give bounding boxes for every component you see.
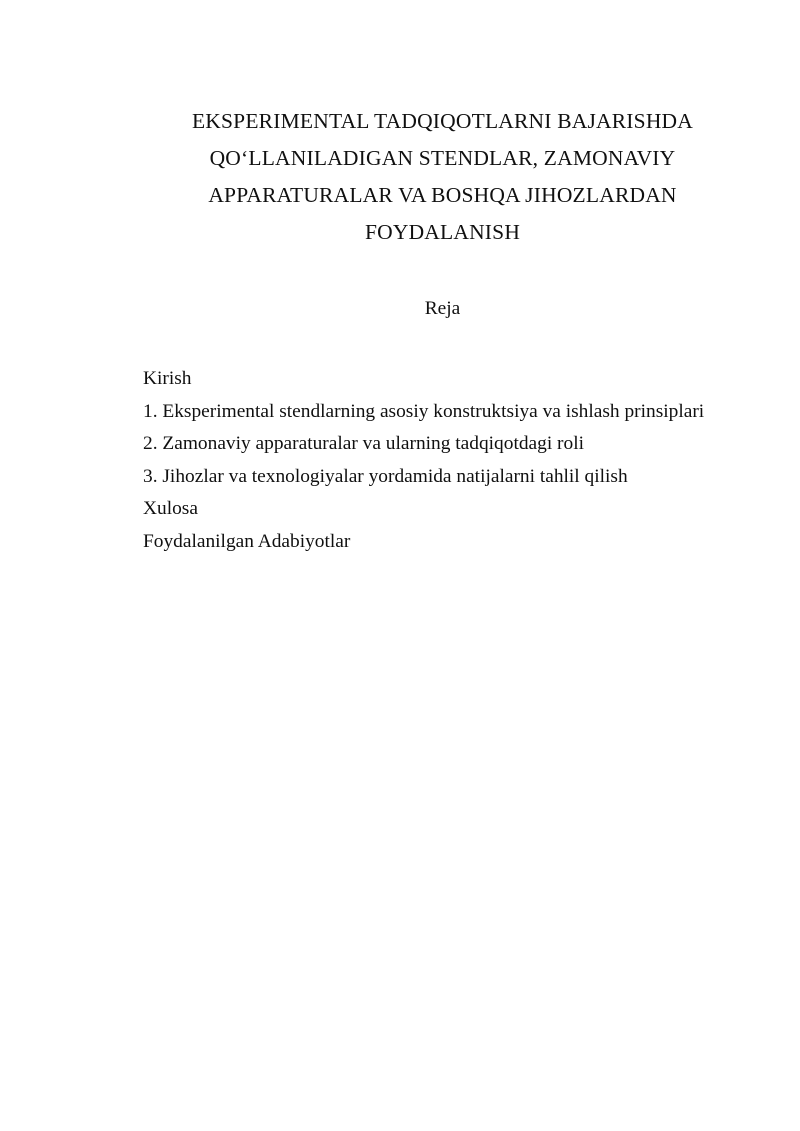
section-heading-reja: Reja — [424, 298, 461, 319]
outline-item-1: 1. Eksperimental stendlarning asosiy konstruktsiya va ishlash prinsiplari — [143, 400, 705, 422]
outline-item-2: 2. Zamonaviy apparaturalar va ularning tadqiqotdagi roli — [143, 433, 584, 454]
document-title-line-1: EKSPERIMENTAL TADQIQOTLARNI BAJARISHDA — [191, 109, 694, 133]
outline-item-adabiyotlar: Foydalanilgan Adabiyotlar — [143, 530, 351, 552]
document-title-line-4: FOYDALANISH — [364, 220, 521, 244]
outline-item-3: 3. Jihozlar va texnologiyalar yordamida natijalarni tahlil qilish — [143, 465, 628, 487]
document-title-line-2: QO‘LLANILADIGAN STENDLAR, ZAMONAVIY — [209, 146, 676, 170]
outline-item-kirish: Kirish — [143, 368, 192, 389]
outline-item-xulosa: Xulosa — [143, 498, 198, 519]
outline-list — [143, 363, 742, 558]
document-title-line-3: APPARATURALAR VA BOSHQA JIHOZLARDAN — [208, 183, 677, 207]
document-content — [143, 0, 742, 1131]
document-title — [143, 103, 742, 251]
